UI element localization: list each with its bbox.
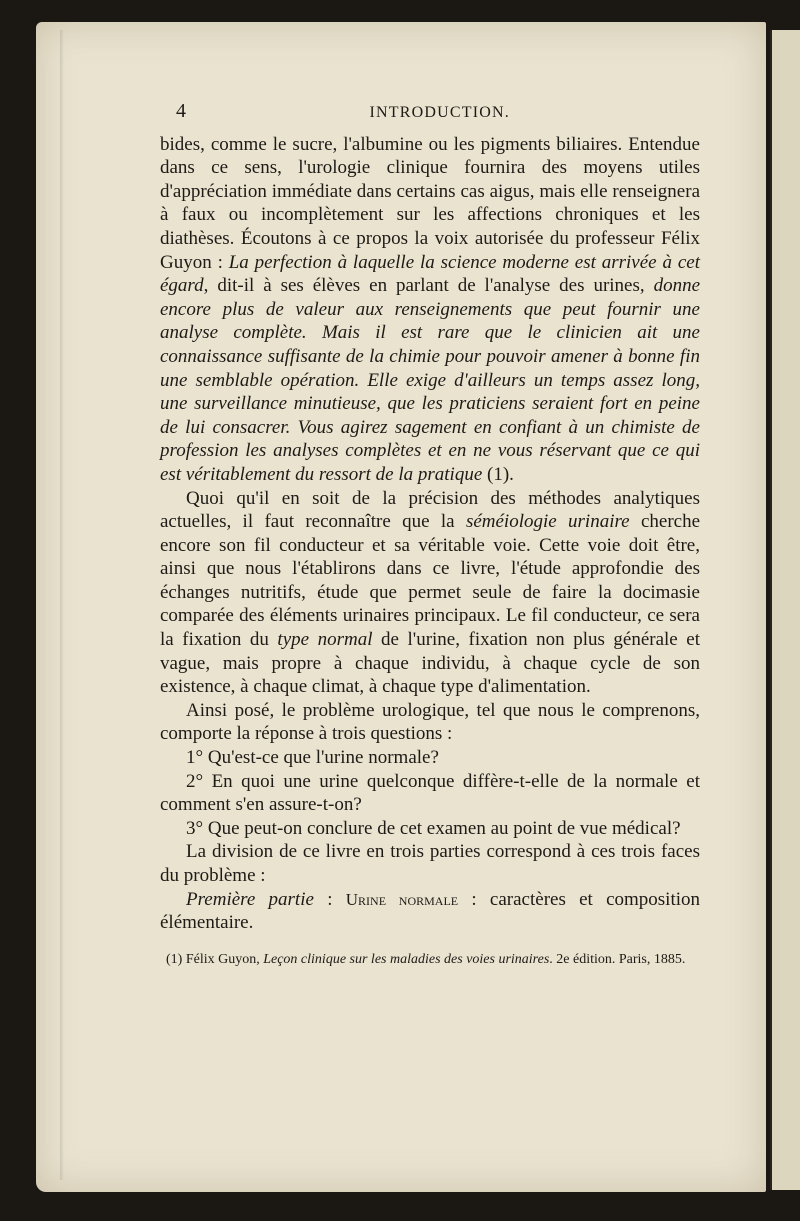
text-segment-italic: type normal bbox=[277, 629, 373, 651]
text-segment: 3° Que peut-on conclure de cet examen au point de vue médical? bbox=[186, 817, 681, 839]
page-spine-shadow bbox=[60, 30, 64, 1180]
text-segment: cherche encore son fil conducteur et sa véritable voie. Cette voie doit être, ainsi que nous l'établirons dans ce livre, l'étude approfondie des échanges nutritifs, étude que permet seule de faire la docimasie comparée des éléments urinaires principaux. Le fil conducteur, ce sera la fixation du bbox=[160, 511, 701, 651]
text-segment-italic: Première partie bbox=[186, 888, 314, 910]
running-title: INTRODUCTION. bbox=[369, 104, 510, 121]
text-segment: (1) Félix Guyon, bbox=[166, 951, 264, 967]
page-number: 4 bbox=[176, 100, 186, 122]
text-segment: de l'urine, fixation non plus générale et vague, mais propre à chaque individu, à chaque cycle de son existence, à chaque climat, à chaque type d'alimentation. bbox=[160, 629, 700, 698]
text-segment-italic: La perfection à laquelle la science moderne est arrivée à cet égard bbox=[160, 251, 700, 297]
text-segment: , dit-il à ses élèves en parlant de l'analyse des urines, bbox=[203, 275, 654, 297]
question-3 bbox=[160, 817, 700, 841]
text-segment: La division de ce livre en trois parties correspond à ces trois faces du problème : bbox=[160, 841, 700, 886]
text-segment: : bbox=[313, 888, 346, 910]
footnote bbox=[160, 951, 700, 968]
question-2 bbox=[160, 770, 700, 817]
question-1 bbox=[160, 746, 700, 770]
text-segment-smallcaps: Urine normale bbox=[345, 889, 459, 909]
page-text-block bbox=[160, 100, 700, 968]
part-one-line bbox=[160, 888, 700, 935]
text-segment: : caractères et composition élémentaire. bbox=[160, 888, 701, 934]
text-segment-italic: donne encore plus de valeur aux renseignements que peut fournir une analyse complète. Mais il est rare que le clinicien ait une connaissance suffisante de la chimie pour pouvoir amener à bonne fin une semblable opération. Elle exige d'ailleurs un temps assez long, une surveillance minutieuse, que les praticiens seraient fort en peine de lui consacrer. Vous agirez sagement en confiant à un chimiste de profession les analyses complètes et en ne vous réservant que ce qui est véritablement du ressort de la pratique bbox=[160, 275, 700, 485]
footnote-ref: (1). bbox=[482, 463, 514, 485]
text-segment: 2° En quoi une urine quelconque diffère-t-elle de la normale et comment s'en assure-t-on? bbox=[160, 770, 700, 816]
text-segment-italic: séméiologie urinaire bbox=[465, 511, 630, 533]
text-segment: Ainsi posé, le problème urologique, tel que nous le comprenons, comporte la réponse à trois questions : bbox=[160, 699, 700, 745]
text-segment: 1° Qu'est-ce que l'urine normale? bbox=[186, 747, 439, 769]
paragraph-division bbox=[160, 840, 700, 887]
paragraph-1 bbox=[160, 133, 700, 487]
text-segment-italic: Leçon clinique sur les maladies des voies urinaires bbox=[263, 951, 550, 967]
paragraph-2 bbox=[160, 487, 700, 699]
facing-page-edge bbox=[770, 30, 800, 1190]
text-segment: Quoi qu'il en soit de la précision des méthodes analytiques actuelles, il faut reconnaître que la bbox=[160, 487, 700, 533]
paragraph-3 bbox=[160, 699, 700, 746]
page-header bbox=[160, 100, 700, 125]
text-segment: . 2e édition. Paris, 1885. bbox=[549, 951, 686, 967]
text-segment: bides, comme le sucre, l'albumine ou les pigments biliaires. Entendue dans ce sens, l'urologie clinique fournira des moyens utiles d'appréciation immédiate dans certains cas aigus, mais elle renseignera à faux ou incomplètement sur les affections chroniques et les diathèses. Écoutons à ce propos la voix autorisée du professeur Félix Guyon : bbox=[160, 133, 700, 273]
